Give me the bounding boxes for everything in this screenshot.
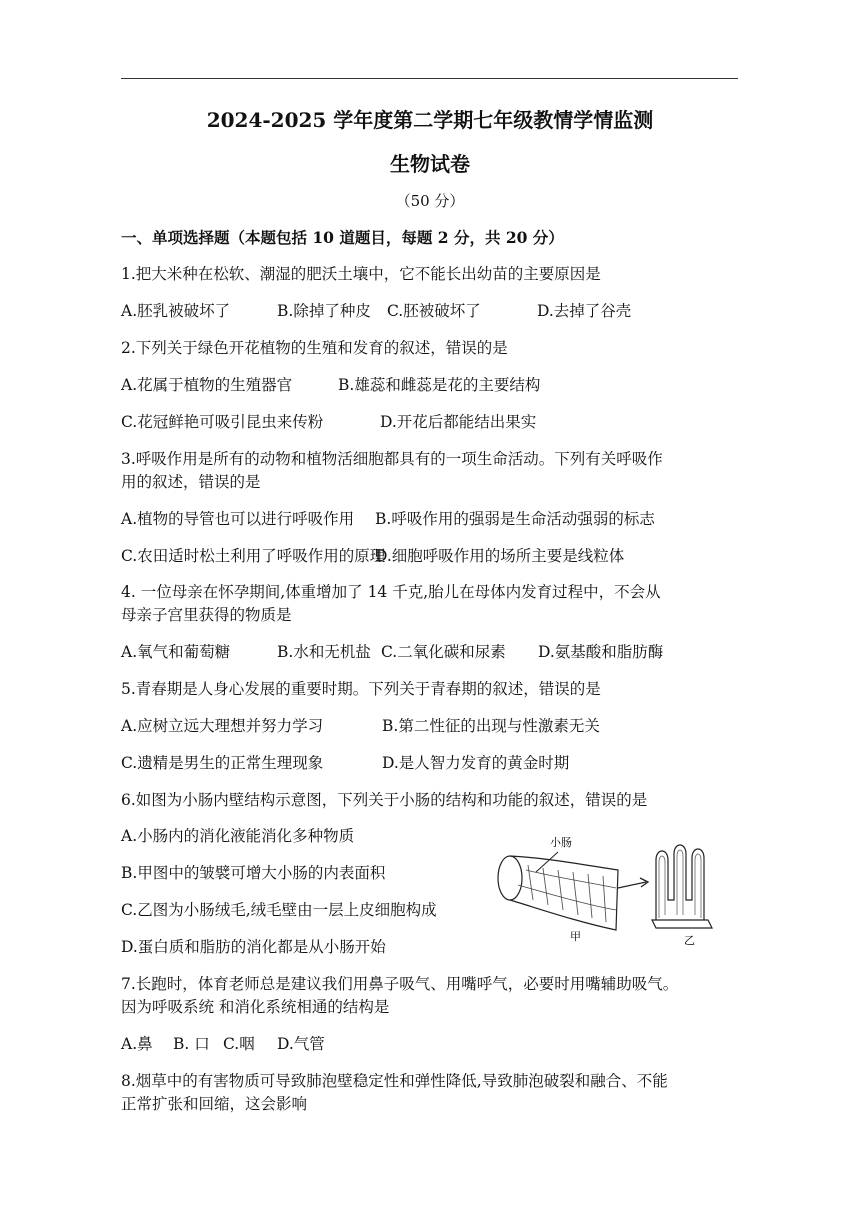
option: A.花属于植物的生殖器官 <box>121 376 293 394</box>
option: B.水和无机盐 <box>277 643 371 661</box>
option: C.遗精是男生的正常生理现象 <box>121 754 324 772</box>
exam-subject: 生物试卷 <box>390 152 470 176</box>
villi-illustration <box>652 845 712 928</box>
label-intestine: 小肠 <box>550 836 572 849</box>
option: B.甲图中的皱襞可增大小肠的内表面积 <box>121 864 386 882</box>
question-stem: 7.长跑时，体育老师总是建议我们用鼻子吸气、用嘴呼气，必要时用嘴辅助吸气。 <box>121 975 679 993</box>
option: B.第二性征的出现与性激素无关 <box>382 717 600 735</box>
question-stem: 2.下列关于绿色开花植物的生殖和发育的叙述，错误的是 <box>121 339 508 357</box>
option: C.咽 <box>223 1035 255 1053</box>
option: A.植物的导管也可以进行呼吸作用 <box>121 510 355 528</box>
option: D.蛋白质和脂肪的消化都是从小肠开始 <box>121 938 386 956</box>
option: A.氧气和葡萄糖 <box>121 643 231 661</box>
option: B.呼吸作用的强弱是生命活动强弱的标志 <box>375 510 655 528</box>
question-stem: 3.呼吸作用是所有的动物和植物活细胞都具有的一项生命活动。下列有关呼吸作 <box>121 450 663 468</box>
total-score: （50 分） <box>395 192 465 210</box>
small-intestine-figure <box>488 830 738 950</box>
question-stem: 用的叙述，错误的是 <box>121 473 261 491</box>
option: D.氨基酸和脂肪酶 <box>538 643 664 661</box>
pointer-line <box>536 852 558 872</box>
option: B. 口 <box>173 1035 210 1053</box>
option-row <box>121 715 600 737</box>
option: C.乙图为小肠绒毛,绒毛壁由一层上皮细胞构成 <box>121 901 437 919</box>
option-row <box>121 752 569 774</box>
option-row <box>121 300 631 322</box>
option: A.鼻 <box>121 1035 153 1053</box>
question-stem: 5.青春期是人身心发展的重要时期。下列关于青春期的叙述，错误的是 <box>121 680 601 698</box>
option: B.雄蕊和雌蕊是花的主要结构 <box>338 376 541 394</box>
label-jia: 甲 <box>570 930 581 943</box>
option: C.花冠鲜艳可吸引昆虫来传粉 <box>121 413 324 431</box>
question-stem: 因为呼吸系统 和消化系统相通的结构是 <box>121 998 390 1016</box>
option: D.气管 <box>277 1035 325 1053</box>
option: A.小肠内的消化液能消化多种物质 <box>121 827 355 845</box>
label-yi: 乙 <box>684 934 695 947</box>
question-stem: 6.如图为小肠内壁结构示意图，下列关于小肠的结构和功能的叙述，错误的是 <box>121 791 648 809</box>
option: D.是人智力发育的黄金时期 <box>382 754 570 772</box>
option: D.细胞呼吸作用的场所主要是线粒体 <box>375 547 625 565</box>
question-stem: 4. 一位母亲在怀孕期间,体重增加了 14 千克,胎儿在母体内发育过程中，不会从 <box>121 583 661 601</box>
option: B.除掉了种皮 <box>277 302 371 320</box>
question-stem: 母亲子宫里获得的物质是 <box>121 606 292 624</box>
option-row <box>121 508 655 530</box>
option: C.二氧化碳和尿素 <box>381 643 506 661</box>
option: A.应树立远大理想并努力学习 <box>121 717 324 735</box>
arrow-icon <box>618 878 648 888</box>
question-stem: 1.把大米种在松软、潮湿的肥沃土壤中，它不能长出幼苗的主要原因是 <box>121 265 601 283</box>
option: C.农田适时松土利用了呼吸作用的原理 <box>121 547 386 565</box>
question-stem: 8.烟草中的有害物质可导致肺泡壁稳定性和弹性降低,导致肺泡破裂和融合、不能 <box>121 1072 668 1090</box>
question-stem: 正常扩张和回缩，这会影响 <box>121 1095 308 1113</box>
option: D.开花后都能结出果实 <box>380 413 537 431</box>
header-rule <box>121 78 738 79</box>
option: C.胚被破坏了 <box>387 302 481 320</box>
exam-title: 2024-2025 学年度第二学期七年级教情学情监测 <box>206 108 654 132</box>
option-row <box>121 411 536 433</box>
option-row <box>121 641 663 663</box>
option-row <box>121 545 624 567</box>
section-heading: 一、单项选择题（本题包括 10 道题目，每题 2 分，共 20 分） <box>121 228 564 247</box>
intestine-tube-illustration <box>498 856 618 930</box>
option-row <box>121 374 540 396</box>
option: A.胚乳被破坏了 <box>121 302 231 320</box>
option-row <box>121 1033 325 1055</box>
option: D.去掉了谷壳 <box>537 302 632 320</box>
